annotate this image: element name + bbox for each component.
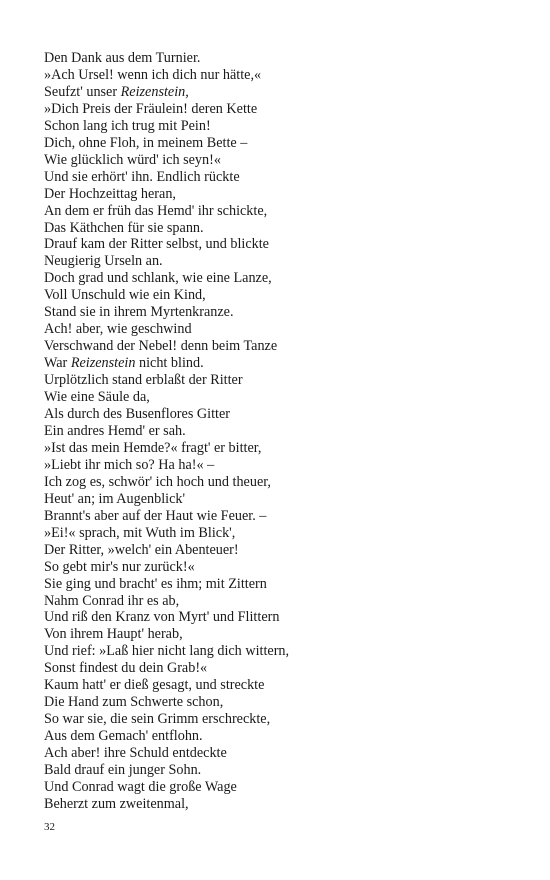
poem-line bbox=[44, 762, 524, 779]
poem-line bbox=[44, 355, 524, 372]
poem-line bbox=[44, 203, 524, 220]
poem-line-segment: »Ei!« sprach, mit Wuth im Blick', bbox=[44, 524, 236, 541]
poem-line-segment: Heut' an; im Augenblick' bbox=[44, 490, 186, 507]
poem-line bbox=[44, 728, 524, 745]
poem-line-segment: Ich zog es, schwör' ich hoch und theuer, bbox=[44, 473, 271, 490]
page-number: 32 bbox=[44, 821, 55, 833]
poem-line bbox=[44, 186, 524, 203]
poem-line-segment: Dich, ohne Floh, in meinem Bette – bbox=[44, 134, 248, 151]
poem-line-segment: Stand sie in ihrem Myrtenkranze. bbox=[44, 304, 234, 321]
poem-line bbox=[44, 236, 524, 253]
poem-line bbox=[44, 593, 524, 610]
poem-line bbox=[44, 135, 524, 152]
poem-line-segment: Nahm Conrad ihr es ab, bbox=[44, 592, 180, 609]
poem-line bbox=[44, 474, 524, 491]
poem-line bbox=[44, 694, 524, 711]
poem-line bbox=[44, 491, 524, 508]
poem-line-segment: nicht blind. bbox=[135, 355, 204, 372]
poem-line bbox=[44, 169, 524, 186]
poem-line-segment: War bbox=[44, 355, 71, 372]
poem-line bbox=[44, 542, 524, 559]
poem-line-segment: Ach aber! ihre Schuld entdeckte bbox=[44, 745, 227, 762]
poem-line-segment: Neugierig Urseln an. bbox=[44, 253, 163, 270]
poem-line-segment: Ein andres Hemd' er sah. bbox=[44, 422, 186, 439]
poem-line bbox=[44, 220, 524, 237]
poem-line-segment: Voll Unschuld wie ein Kind, bbox=[44, 287, 206, 304]
poem-line bbox=[44, 745, 524, 762]
poem-line-segment: Sie ging und bracht' es ihm; mit Zittern bbox=[44, 575, 267, 592]
poem-line-segment: Wie glücklich würd' ich seyn!« bbox=[44, 151, 221, 168]
poem-line-segment: »Dich Preis der Fräulein! deren Kette bbox=[44, 100, 258, 117]
poem-line-segment: Das Käthchen für sie spann. bbox=[44, 219, 204, 236]
poem-line-segment: Und sie erhört' ihn. Endlich rückte bbox=[44, 168, 240, 185]
poem-line bbox=[44, 440, 524, 457]
poem-line-segment: Von ihrem Haupt' herab, bbox=[44, 626, 183, 643]
poem-line bbox=[44, 270, 524, 287]
poem-line-segment: Und riß den Kranz von Myrt' und Flittern bbox=[44, 609, 280, 626]
poem-line-segment: Seufzt' unser bbox=[44, 83, 121, 100]
poem-line bbox=[44, 389, 524, 406]
poem-line-segment: Brannt's aber auf der Haut wie Feuer. – bbox=[44, 507, 267, 524]
poem-line bbox=[44, 101, 524, 118]
poem-line bbox=[44, 457, 524, 474]
poem-line bbox=[44, 796, 524, 813]
poem-line-segment: Kaum hatt' er dieß gesagt, und streckte bbox=[44, 677, 265, 694]
poem-line bbox=[44, 372, 524, 389]
poem-line bbox=[44, 626, 524, 643]
poem-line-segment: »Liebt ihr mich so? Ha ha!« – bbox=[44, 456, 215, 473]
poem-line bbox=[44, 287, 524, 304]
poem-line bbox=[44, 67, 524, 84]
poem-line bbox=[44, 677, 524, 694]
poem-line-segment: Bald drauf ein junger Sohn. bbox=[44, 762, 202, 779]
poem-line bbox=[44, 406, 524, 423]
poem-line bbox=[44, 118, 524, 135]
poem-line bbox=[44, 508, 524, 525]
poem-line-segment: So gebt mir's nur zurück!« bbox=[44, 558, 195, 575]
poem-line-segment: »Ach Ursel! wenn ich dich nur hätte,« bbox=[44, 66, 262, 83]
poem-line-segment: Urplötzlich stand erblaßt der Ritter bbox=[44, 372, 243, 389]
poem-line bbox=[44, 253, 524, 270]
poem-line bbox=[44, 559, 524, 576]
poem-line-segment: »Ist das mein Hemde?« fragt' er bitter, bbox=[44, 439, 262, 456]
poem-line bbox=[44, 423, 524, 440]
poem-line bbox=[44, 711, 524, 728]
poem-line bbox=[44, 338, 524, 355]
poem-line-italic-segment: Reizenstein bbox=[70, 355, 136, 372]
poem-line bbox=[44, 660, 524, 677]
poem-line-segment: Die Hand zum Schwerte schon, bbox=[44, 694, 224, 711]
poem-line-segment: An dem er früh das Hemd' ihr schickte, bbox=[44, 202, 268, 219]
poem-line-segment: Als durch des Busenflores Gitter bbox=[44, 406, 230, 423]
poem-line-segment: Sonst findest du dein Grab!« bbox=[44, 660, 208, 677]
poem-line bbox=[44, 779, 524, 796]
poem-line bbox=[44, 84, 524, 101]
poem-line-segment: Verschwand der Nebel! denn beim Tanze bbox=[44, 338, 278, 355]
poem-line bbox=[44, 643, 524, 660]
poem-line bbox=[44, 609, 524, 626]
poem-line bbox=[44, 152, 524, 169]
poem-line bbox=[44, 576, 524, 593]
poem-line-segment: Der Ritter, »welch' ein Abenteuer! bbox=[44, 541, 239, 558]
poem-line bbox=[44, 525, 524, 542]
poem-line-segment: Den Dank aus dem Turnier. bbox=[44, 50, 201, 66]
poem-line-segment: Der Hochzeittag heran, bbox=[44, 185, 176, 202]
poem-line-segment: Und Conrad wagt die große Wage bbox=[44, 778, 237, 795]
poem-line bbox=[44, 50, 524, 67]
poem-line-italic-segment: Reizenstein, bbox=[120, 83, 189, 100]
poem-line bbox=[44, 321, 524, 338]
poem-line-segment: Beherzt zum zweitenmal, bbox=[44, 795, 189, 812]
poem-line-segment: Aus dem Gemach' entflohn. bbox=[44, 728, 203, 745]
poem-line-segment: Und rief: »Laß hier nicht lang dich wittern, bbox=[44, 643, 290, 660]
poem-line bbox=[44, 304, 524, 321]
poem-text bbox=[44, 50, 524, 813]
poem-line-segment: Schon lang ich trug mit Pein! bbox=[44, 117, 211, 134]
poem-line-segment: So war sie, die sein Grimm erschreckte, bbox=[44, 711, 271, 728]
poem-line-segment: Wie eine Säule da, bbox=[44, 389, 150, 406]
poem-line-segment: Drauf kam der Ritter selbst, und blickte bbox=[44, 236, 269, 253]
poem-line-segment: Doch grad und schlank, wie eine Lanze, bbox=[44, 270, 272, 287]
poem-line-segment: Ach! aber, wie geschwind bbox=[44, 321, 192, 338]
